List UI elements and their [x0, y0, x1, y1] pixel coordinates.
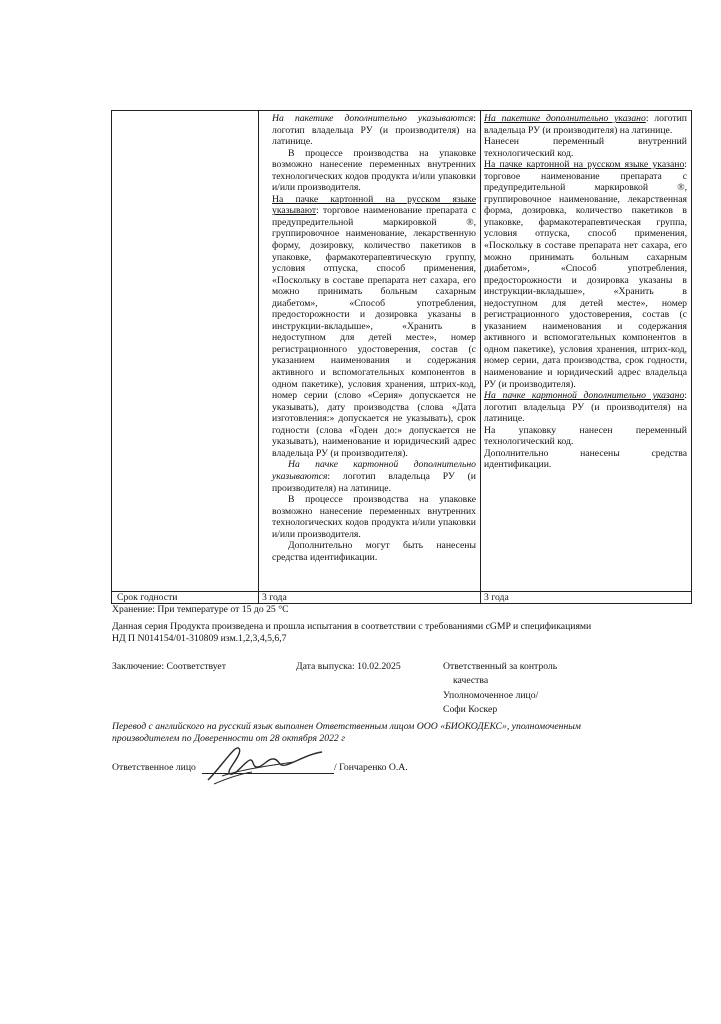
right-paragraph-text: На пачке картонной дополнительно указано — [484, 390, 685, 402]
shelf-life-label: Срок годности — [117, 592, 178, 603]
regulatory-document-number: НД П N014154/01-310809 изм.1,2,3,4,5,6,7 — [112, 633, 287, 644]
right-paragraph-text: : логотип владельца РУ (и производителя) на латинице. — [484, 113, 687, 136]
right-paragraph-text: : торговое наименование препарата с предупредительной маркировкой ®, группировочное наименование, лекарственная форма, дозировка, количество пакетиков в упаковке, фармакотерапевтическая группа, условия отпуска, способ применения, «Поскольку в составе препарата нет сахара, его можно принимать больным сахарным диабетом», «Способ употребления, предосторожности и дозировка указаны в инструкции-вкладыше», «Хранить в недоступном для детей месте», номер регистрационного удостоверения, состав (с указанием наименования и содержания активного и вспомогательных компонентов в одном пакетике), условия хранения, штрих-код, номер серии, дата производства, срок годности, наименование и юридический адрес владельца РУ (и производителя). — [484, 159, 687, 390]
right-paragraph — [484, 390, 687, 425]
test-results-cell — [484, 113, 687, 471]
left-paragraph — [272, 148, 476, 194]
qc-responsible-title: Ответственный за контроль — [443, 661, 558, 672]
left-paragraph-text: : логотип владельца РУ (и производителя) на латинице. — [272, 470, 476, 494]
right-paragraph-text: На пачке картонной на русском языке указано — [484, 159, 685, 171]
handwritten-signature — [200, 740, 340, 790]
left-paragraph — [272, 194, 476, 460]
left-paragraph-text: В процессе производства на упаковке возможно нанесение переменных внутренних технологических кодов продукта и/или упаковки и/или производителя. — [272, 147, 476, 194]
left-paragraph — [272, 494, 476, 540]
responsible-person-label: Ответственное лицо — [112, 762, 196, 773]
qualified-person-title: Уполномоченное лицо/ — [443, 690, 539, 701]
right-paragraph — [484, 425, 687, 448]
left-paragraph-text: На пачке картонной на русском языке указывают — [272, 193, 476, 217]
storage-conditions: Хранение: При температуре от 15 до 25 °С — [112, 604, 289, 615]
right-paragraph-text: Дополнительно нанесены средства идентификации. — [484, 447, 687, 471]
responsible-person-name: / Гончаренко О.А. — [334, 762, 408, 773]
specification-requirements-cell — [272, 113, 476, 563]
table-column-divider-2 — [480, 111, 481, 603]
qualified-person-name: Софи Коскер — [443, 704, 498, 715]
left-paragraph-text: На пачке картонной дополнительно указываются — [272, 459, 476, 482]
table-row-divider — [112, 591, 691, 592]
right-paragraph-text: На упаковку нанесен переменный технологический код. — [484, 424, 687, 448]
left-paragraph — [272, 540, 476, 563]
right-paragraph-text: : логотип владельца РУ (и производителя) на латинице. — [484, 390, 687, 425]
translation-note-cont: производителем по Доверенности от 28 октября 2022 г — [112, 733, 345, 744]
left-paragraph-text: В процессе производства на упаковке возможно нанесение переменных внутренних технологических кодов продукта и/или упаковки и/или производителя. — [272, 494, 476, 540]
translation-note: Перевод с английского на русский язык выполнен Ответственным лицом ООО «БИОКОДЕКС», уполномоченным — [112, 721, 581, 732]
right-paragraph — [484, 159, 687, 390]
right-paragraph-text: На пакетике дополнительно указано — [484, 113, 646, 124]
left-paragraph — [272, 459, 476, 494]
release-date: Дата выпуска: 10.02.2025 — [296, 661, 401, 672]
shelf-life-specification: 3 года — [262, 592, 287, 603]
right-paragraph — [484, 136, 687, 159]
specification-table — [111, 110, 692, 604]
left-paragraph-text: На пакетике дополнительно указываются — [272, 113, 474, 124]
right-paragraph — [484, 113, 687, 136]
shelf-life-result: 3 года — [484, 592, 509, 603]
left-paragraph — [272, 113, 476, 148]
table-column-divider-1 — [258, 111, 259, 603]
right-paragraph — [484, 448, 687, 471]
left-paragraph-text: : логотип владельца РУ (и производителя) на латинице. — [272, 113, 476, 148]
left-paragraph-text: Дополнительно могут быть нанесены средства идентификации. — [272, 540, 476, 563]
conclusion: Заключение: Соответствует — [112, 661, 226, 672]
qc-responsible-title-cont: качества — [453, 675, 489, 686]
compliance-statement: Данная серия Продукта произведена и прошла испытания в соответствии с требованиями cGMP и спецификациями — [112, 621, 592, 632]
right-paragraph-text: Нанесен переменный внутренний технологический код. — [484, 136, 687, 159]
left-paragraph-text: : торговое наименование препарата с предупредительной маркировкой ®, группировочное наименование, лекарственную форму, дозировку, количество пакетиков в упаковке, фармакотерапевтическую группу, условия отпуска, способ применения, «Поскольку в составе препарата нет сахара, его можно принимать больным сахарным диабетом», «Способ употребления, предосторожности и дозировка указаны в инструкции-вкладыше», «Хранить в недоступном для детей месте», номер регистрационного удостоверения, состав (с указанием наименования и содержания активного и вспомогательных компонентов в одном пакетике), условия хранения, штрих-код, номер серии (слово «Серия» допускается не указывать), дату производства (слова «Дата изготовления:» допускается не указывать), срок годности (слова «Годен до:» допускается не указывать), наименование и юридический адрес владельца РУ (и производителя). — [272, 205, 476, 459]
